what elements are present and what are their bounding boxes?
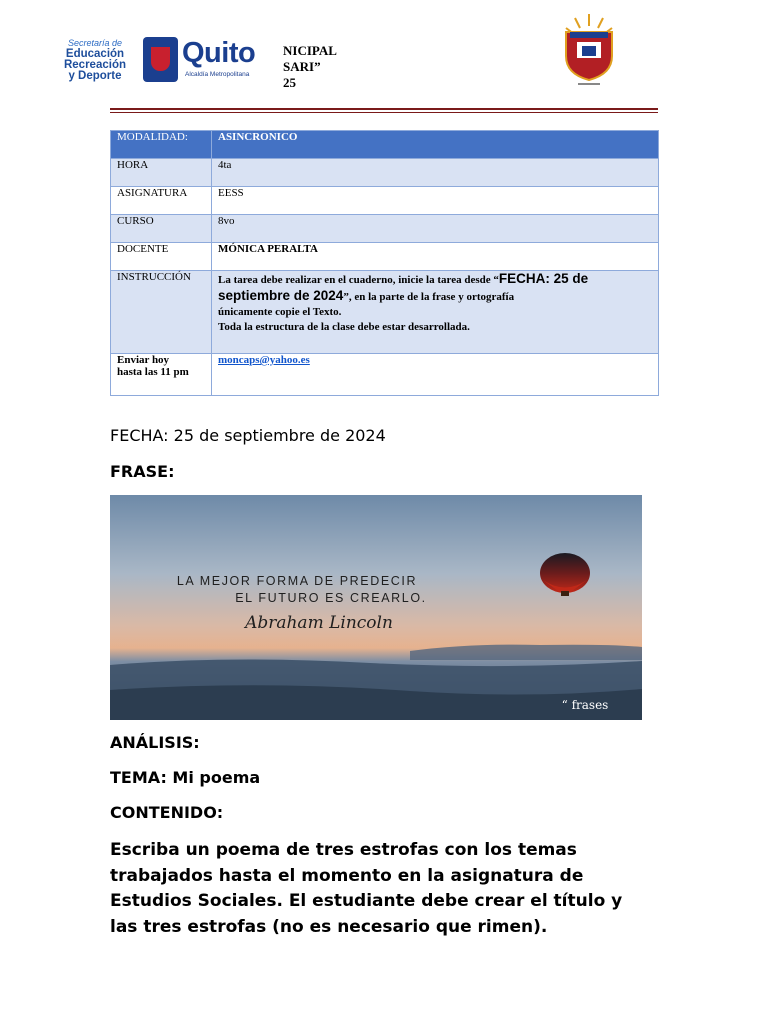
secretaria-logo-script: Secretaría de [67, 38, 123, 48]
asignatura-label: ASIGNATURA [111, 187, 212, 215]
contenido-label: CONTENIDO: [110, 803, 224, 822]
docente-value: MÓNICA PERALTA [212, 243, 659, 271]
quote-image [110, 495, 642, 720]
hora-value: 4ta [212, 159, 659, 187]
secretaria-logo-line1: Educación [65, 48, 125, 60]
header-rule-bottom [110, 112, 658, 113]
class-info-table [110, 130, 659, 396]
frase-label: FRASE: [110, 462, 175, 481]
quito-logo-word: Quito [182, 37, 256, 69]
curso-label: CURSO [111, 215, 212, 243]
quote-line-2: EL FUTURO ES CREARLO. [235, 591, 427, 605]
quito-shield-icon [143, 37, 178, 82]
analisis-label: ANÁLISIS: [110, 733, 200, 752]
modalidad-label: MODALIDAD: [111, 131, 212, 159]
instruccion-part1: La tarea debe realizar en el cuaderno, inicie la tarea desde “ [218, 274, 499, 286]
school-line-2: SARI” [283, 59, 321, 74]
docente-label: DOCENTE [111, 243, 212, 271]
secretaria-logo [60, 38, 130, 82]
quito-logo [143, 37, 275, 83]
curso-value: 8vo [212, 215, 659, 243]
email-link[interactable]: moncaps@yahoo.es [218, 354, 310, 366]
contenido-text: Escriba un poema de tres estrofas con los temas trabajados hasta el momento en la asignatura de Estudios Sociales. El estudiante debe crear el título y las tres estrofas (no es necesario que rimen). [110, 840, 623, 937]
secretaria-logo-line2: Recreación [63, 59, 126, 71]
modalidad-value: ASINCRONICO [212, 131, 659, 159]
instruccion-line-3: Toda la estructura de la clase debe estar desarrollada. [218, 321, 470, 333]
quote-author: Abraham Lincoln [245, 613, 393, 633]
table-row-envio [111, 354, 659, 396]
envio-value [212, 354, 659, 396]
instruccion-line-2: únicamente copie el Texto. [218, 306, 342, 318]
envio-label-line1: Enviar hoy [117, 354, 170, 366]
instruccion-part2: ”, en la parte de la frase y ortografía [343, 291, 515, 303]
quote-line-1: LA MEJOR FORMA DE PREDECIR [176, 574, 418, 588]
envio-label-line2: hasta las 11 pm [117, 366, 189, 378]
instruccion-date-highlight: FECHA: 25 de septiembre de 2024 [218, 271, 589, 303]
tema-heading: TEMA: Mi poema [110, 768, 261, 787]
school-line-3: 25 [283, 75, 296, 90]
school-crest-icon [560, 12, 618, 87]
instruccion-value [212, 271, 659, 354]
table-row-docente [111, 243, 659, 271]
table-row-modalidad [111, 131, 659, 159]
school-line-1: NICIPAL [283, 43, 337, 58]
table-row-hora [111, 159, 659, 187]
school-name-fragment [283, 43, 337, 91]
table-row-curso [111, 215, 659, 243]
table-row-instruccion [111, 271, 659, 354]
asignatura-value: EESS [212, 187, 659, 215]
fecha-heading: FECHA: 25 de septiembre de 2024 [110, 426, 386, 445]
quito-logo-subtitle: Alcaldía Metropolitana [185, 71, 250, 78]
header-rule-top [110, 108, 658, 110]
frases-watermark: “ frases [561, 698, 609, 712]
instruccion-label: INSTRUCCIÓN [111, 271, 212, 354]
instruccion-line-1 [218, 271, 652, 305]
secretaria-logo-line3: y Deporte [68, 70, 122, 82]
table-row-asignatura [111, 187, 659, 215]
envio-label [111, 354, 212, 396]
hora-label: HORA [111, 159, 212, 187]
